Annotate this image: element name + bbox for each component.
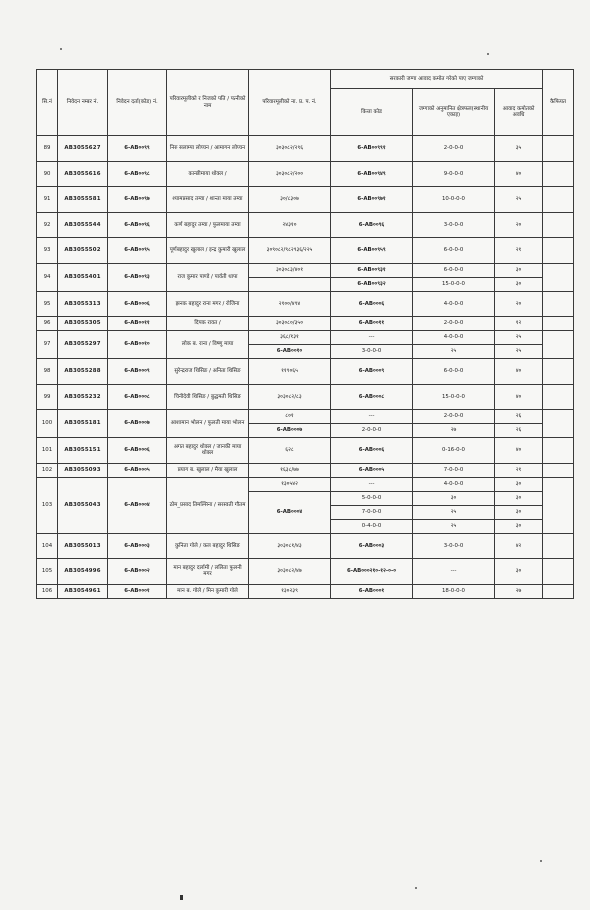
header-registration-code: निवेदन दर्ता(कोड) नं. [108, 70, 167, 136]
area-cell: 0-16-0-0 [413, 438, 495, 464]
plot-code-cell: 6-AB०००१ [331, 584, 413, 598]
sn-cell: 96 [37, 317, 58, 331]
remarks-cell [543, 291, 574, 317]
remarks-cell [543, 477, 574, 533]
registration-code-cell: 6-AB०००९ [108, 359, 167, 385]
sn-cell: 99 [37, 384, 58, 410]
land-records-table [36, 69, 574, 599]
area-cell: 9-0-0-0 [413, 161, 495, 187]
citizenship-cell: ३०३०८२/२०० [249, 161, 331, 187]
citizenship-cell: ३०३०८२/४७ [249, 559, 331, 585]
area-cell: 3-0-0-0 [413, 212, 495, 238]
sn-cell: 106 [37, 584, 58, 598]
table-row [37, 187, 574, 213]
sn-cell: 91 [37, 187, 58, 213]
citizenship-cell: १३०५४२ [249, 477, 331, 491]
area-cell: 4-0-0-0 [413, 331, 495, 345]
sn-cell: 101 [37, 438, 58, 464]
header-sn: सि.नं [37, 70, 58, 136]
years-cell: २१ [495, 463, 543, 477]
application-number-cell: AB3055544 [58, 212, 108, 238]
remarks-cell [543, 161, 574, 187]
application-number-cell: AB3055297 [58, 331, 108, 359]
years-cell: १२ [495, 317, 543, 331]
remarks-cell [543, 584, 574, 598]
application-number-cell: AB3055581 [58, 187, 108, 213]
area-cell: २७ [413, 424, 495, 438]
application-number-cell: AB3055013 [58, 533, 108, 559]
registration-code-cell: 6-AB००९७ [108, 187, 167, 213]
sn-cell: 104 [37, 533, 58, 559]
years-cell: २५ [495, 187, 543, 213]
names-cell: ठोम_प्रसाद तिमल्सिना / सरस्वती गौतम [167, 477, 249, 533]
names-cell: कुनिता गोले / कल बहादुर थिसिङ [167, 533, 249, 559]
registration-code-cell: 6-AB०००५ [108, 463, 167, 477]
remarks-cell [543, 212, 574, 238]
plot-code-cell: 6-AB०००८ [331, 384, 413, 410]
application-number-cell: AB3055151 [58, 438, 108, 464]
area-cell: 3-0-0-0 [413, 533, 495, 559]
citizenship-cell: 6-AB०००७ [249, 424, 331, 438]
names-cell: मान बहादुर दर्लामी / ललिता फुलनी मगर [167, 559, 249, 585]
table-row [37, 359, 574, 385]
application-number-cell: AB3055288 [58, 359, 108, 385]
years-cell: ३० [495, 263, 543, 277]
names-cell: मान ब. गोले / मिन कुमारी गोले [167, 584, 249, 598]
remarks-cell [543, 559, 574, 585]
years-cell: २६ [495, 424, 543, 438]
plot-code-cell: 5-0-0-0 [331, 491, 413, 505]
citizenship-cell: १३०२३९ [249, 584, 331, 598]
names-cell: दिपक रावत / [167, 317, 249, 331]
application-number-cell: AB3055181 [58, 410, 108, 438]
registration-code-cell: 6-AB०००६ [108, 438, 167, 464]
names-cell: निरु सलाम्पा लोप्चन / आमागन लोप्चन [167, 136, 249, 162]
area-cell: २५ [413, 519, 495, 533]
area-cell: 6-0-0-0 [413, 238, 495, 264]
years-cell: २० [495, 212, 543, 238]
header-application-number: निवेदन नम्बर नं. [58, 70, 108, 136]
application-number-cell: AB3055401 [58, 263, 108, 291]
names-cell: झनक बहादुर राना मगर / रोजिना [167, 291, 249, 317]
remarks-cell [543, 136, 574, 162]
header-family-names: परिवारमूलीको र निजको पति / पत्नीको नाम [167, 70, 249, 136]
years-cell: ४२ [495, 533, 543, 559]
speck [180, 895, 183, 900]
sn-cell: 97 [37, 331, 58, 359]
citizenship-cell: 6-AB००१० [249, 345, 331, 359]
registration-code-cell: 6-AB०००७ [108, 410, 167, 438]
citizenship-cell: १६३८/७७ [249, 463, 331, 477]
years-cell: ३० [495, 477, 543, 491]
years-cell: ३० [495, 491, 543, 505]
plot-code-cell: --- [331, 477, 413, 491]
speck [487, 53, 489, 55]
registration-code-cell: 6-AB००९६ [108, 212, 167, 238]
speck [415, 887, 417, 889]
table-row [37, 438, 574, 464]
citizenship-cell: ३०३०८२/८३ [249, 384, 331, 410]
registration-code-cell: 6-AB०००२ [108, 559, 167, 585]
years-cell: ३५ [495, 136, 543, 162]
years-cell: ४० [495, 384, 543, 410]
table-row [37, 263, 574, 277]
registration-code-cell: 6-AB००९५ [108, 238, 167, 264]
header-government-land-group: सरकारी जग्गा आवाद कमोत गरेको पाए जग्गाको [331, 70, 543, 89]
table-row [37, 477, 574, 491]
application-number-cell: AB3055043 [58, 477, 108, 533]
names-cell: अगत बहादुर थोक्ल / जानकी माया थोक्ल [167, 438, 249, 464]
table-row [37, 384, 574, 410]
citizenship-cell: ६२८ [249, 438, 331, 464]
plot-code-cell: 6-AB०००५ [331, 463, 413, 477]
names-cell: कर्ण बहादुर तम्वा / फुलमाया तम्वा [167, 212, 249, 238]
names-cell: चिनीदेवी थिसिङ / बुद्धमती थिसिङ [167, 384, 249, 410]
plot-code-cell: 6-AB०००६ [331, 291, 413, 317]
sn-cell: 93 [37, 238, 58, 264]
plot-code-cell: 6-AB००११ [331, 317, 413, 331]
remarks-cell [543, 463, 574, 477]
area-cell: 6-0-0-0 [413, 359, 495, 385]
plot-code-cell: 6-AB००९७१ [331, 187, 413, 213]
remarks-cell [543, 238, 574, 264]
area-cell: 7-0-0-0 [413, 463, 495, 477]
table-row [37, 584, 574, 598]
area-cell: २५ [413, 505, 495, 519]
names-cell: पूर्णबहादुर खुलाल / इन्द्र कुमारी खुलाल [167, 238, 249, 264]
sn-cell: 100 [37, 410, 58, 438]
plot-code-cell: 2-0-0-0 [331, 424, 413, 438]
speck [60, 48, 62, 50]
registration-code-cell: 6-AB००९९ [108, 136, 167, 162]
sn-cell: 95 [37, 291, 58, 317]
plot-code-cell: 6-AB०००६ [331, 438, 413, 464]
citizenship-cell: ३६८/१३१ [249, 331, 331, 345]
years-cell: २० [495, 291, 543, 317]
names-cell: कान्छीमाया थोक्ल / [167, 161, 249, 187]
plot-code-cell: 7-0-0-0 [331, 505, 413, 519]
table-row [37, 463, 574, 477]
plot-code-cell: 0-4-0-0 [331, 519, 413, 533]
years-cell: ३० [495, 505, 543, 519]
plot-code-cell: 6-AB००९६ [331, 212, 413, 238]
names-cell: राज कुमार पाण्डे / पार्वती थापा [167, 263, 249, 291]
application-number-cell: AB3055093 [58, 463, 108, 477]
area-cell: 6-0-0-0 [413, 263, 495, 277]
application-number-cell: AB3055502 [58, 238, 108, 264]
years-cell: ४० [495, 359, 543, 385]
citizenship-cell: ३०३०८३/४०१ [249, 263, 331, 277]
names-cell: लोक ब. राना / विष्णु माया [167, 331, 249, 359]
sn-cell: 89 [37, 136, 58, 162]
names-cell: प्रयाग ब. खुलाल / मैया खुलाल [167, 463, 249, 477]
citizenship-cell: 6-AB०००४ [249, 491, 331, 533]
table-row [37, 161, 574, 187]
names-cell: सुरेन्द्रराज थिसिङ / अनिता थिसिङ [167, 359, 249, 385]
header-cultivation-years: आवाद कमोतको अवधि [495, 89, 543, 136]
application-number-cell: AB3055305 [58, 317, 108, 331]
plot-code-cell: 6-AB००९४९ [331, 161, 413, 187]
sn-cell: 98 [37, 359, 58, 385]
registration-code-cell: 6-AB०००४ [108, 477, 167, 533]
remarks-cell [543, 410, 574, 438]
plot-code-cell: 6-AB००९३२ [331, 277, 413, 291]
application-number-cell: AB3055627 [58, 136, 108, 162]
plot-code-cell: 6-AB००९५९ [331, 238, 413, 264]
years-cell: ३० [495, 519, 543, 533]
citizenship-cell [249, 277, 331, 291]
years-cell: २६ [495, 410, 543, 424]
header-citizenship-number: परिवारमूलीको ना. प्र. प. नं. [249, 70, 331, 136]
citizenship-cell: ३०३०८०/३५० [249, 317, 331, 331]
remarks-cell [543, 263, 574, 291]
area-cell: ३० [413, 491, 495, 505]
area-cell: 4-0-0-0 [413, 477, 495, 491]
header-area: जग्गाको अनुमानित क्षेत्रफल(स्थानीय एकाइ) [413, 89, 495, 136]
header-remarks: कैफियत [543, 70, 574, 136]
citizenship-cell: ३०/८३०७ [249, 187, 331, 213]
table-row [37, 533, 574, 559]
citizenship-cell: ३०३०८२/२९६ [249, 136, 331, 162]
area-cell: 15-0-0-0 [413, 277, 495, 291]
plot-code-cell: --- [331, 331, 413, 345]
application-number-cell: AB3054961 [58, 584, 108, 598]
table-row [37, 212, 574, 238]
registration-code-cell: 6-AB००११ [108, 317, 167, 331]
years-cell: ३० [495, 277, 543, 291]
registration-code-cell: 6-AB०००३ [108, 533, 167, 559]
citizenship-cell: ११९०६५ [249, 359, 331, 385]
area-cell: 15-0-0-0 [413, 384, 495, 410]
area-cell: २५ [413, 345, 495, 359]
years-cell: २५ [495, 331, 543, 345]
application-number-cell: AB3054996 [58, 559, 108, 585]
remarks-cell [543, 331, 574, 359]
years-cell: २७ [495, 584, 543, 598]
table-row [37, 559, 574, 585]
sn-cell: 105 [37, 559, 58, 585]
area-cell: 10-0-0-0 [413, 187, 495, 213]
table-row [37, 136, 574, 162]
remarks-cell [543, 359, 574, 385]
remarks-cell [543, 533, 574, 559]
registration-code-cell: 6-AB००१० [108, 331, 167, 359]
application-number-cell: AB3055313 [58, 291, 108, 317]
registration-code-cell: 6-AB०००८ [108, 384, 167, 410]
registration-code-cell: 6-AB०००१ [108, 584, 167, 598]
area-cell: 18-0-0-0 [413, 584, 495, 598]
application-number-cell: AB3055616 [58, 161, 108, 187]
remarks-cell [543, 384, 574, 410]
plot-code-cell: 6-AB०००९ [331, 359, 413, 385]
speck [540, 860, 542, 862]
area-cell: --- [413, 559, 495, 585]
plot-code-cell: 6-AB००९९१ [331, 136, 413, 162]
plot-code-cell: 6-AB०००२१०-१२-०-० [331, 559, 413, 585]
years-cell: २५ [495, 345, 543, 359]
sn-cell: 92 [37, 212, 58, 238]
years-cell: २१ [495, 238, 543, 264]
citizenship-cell: ८०१ [249, 410, 331, 424]
names-cell: श्यामप्रसाद तम्वा / शान्ता माया तम्वा [167, 187, 249, 213]
sn-cell: 94 [37, 263, 58, 291]
years-cell: ३० [495, 559, 543, 585]
registration-code-cell: 6-AB०००६ [108, 291, 167, 317]
remarks-cell [543, 317, 574, 331]
plot-code-cell: --- [331, 410, 413, 424]
registration-code-cell: 6-AB००९३ [108, 263, 167, 291]
names-cell: आशामान भोलन / फुलती माया भोलन [167, 410, 249, 438]
area-cell: 2-0-0-0 [413, 136, 495, 162]
table-row [37, 238, 574, 264]
area-cell: 2-0-0-0 [413, 317, 495, 331]
citizenship-cell: ३०३०८१/४३ [249, 533, 331, 559]
remarks-cell [543, 187, 574, 213]
table-row [37, 331, 574, 345]
plot-code-cell: 6-AB०००३ [331, 533, 413, 559]
years-cell: ४० [495, 438, 543, 464]
table-row [37, 317, 574, 331]
sn-cell: 102 [37, 463, 58, 477]
table-row [37, 291, 574, 317]
application-number-cell: AB3055232 [58, 384, 108, 410]
area-cell: 4-0-0-0 [413, 291, 495, 317]
citizenship-cell: ३०९०८२/९८२९३६/२२५ [249, 238, 331, 264]
citizenship-cell: २१००/४९४ [249, 291, 331, 317]
plot-code-cell: 6-AB००९३१ [331, 263, 413, 277]
area-cell: 2-0-0-0 [413, 410, 495, 424]
registration-code-cell: 6-AB००९८ [108, 161, 167, 187]
sn-cell: 90 [37, 161, 58, 187]
years-cell: ४० [495, 161, 543, 187]
citizenship-cell: २४३१० [249, 212, 331, 238]
remarks-cell [543, 438, 574, 464]
header-plot-code: कित्ता कोड [331, 89, 413, 136]
sn-cell: 103 [37, 477, 58, 533]
document-sheet [36, 69, 573, 599]
plot-code-cell: 3-0-0-0 [331, 345, 413, 359]
table-row [37, 410, 574, 424]
